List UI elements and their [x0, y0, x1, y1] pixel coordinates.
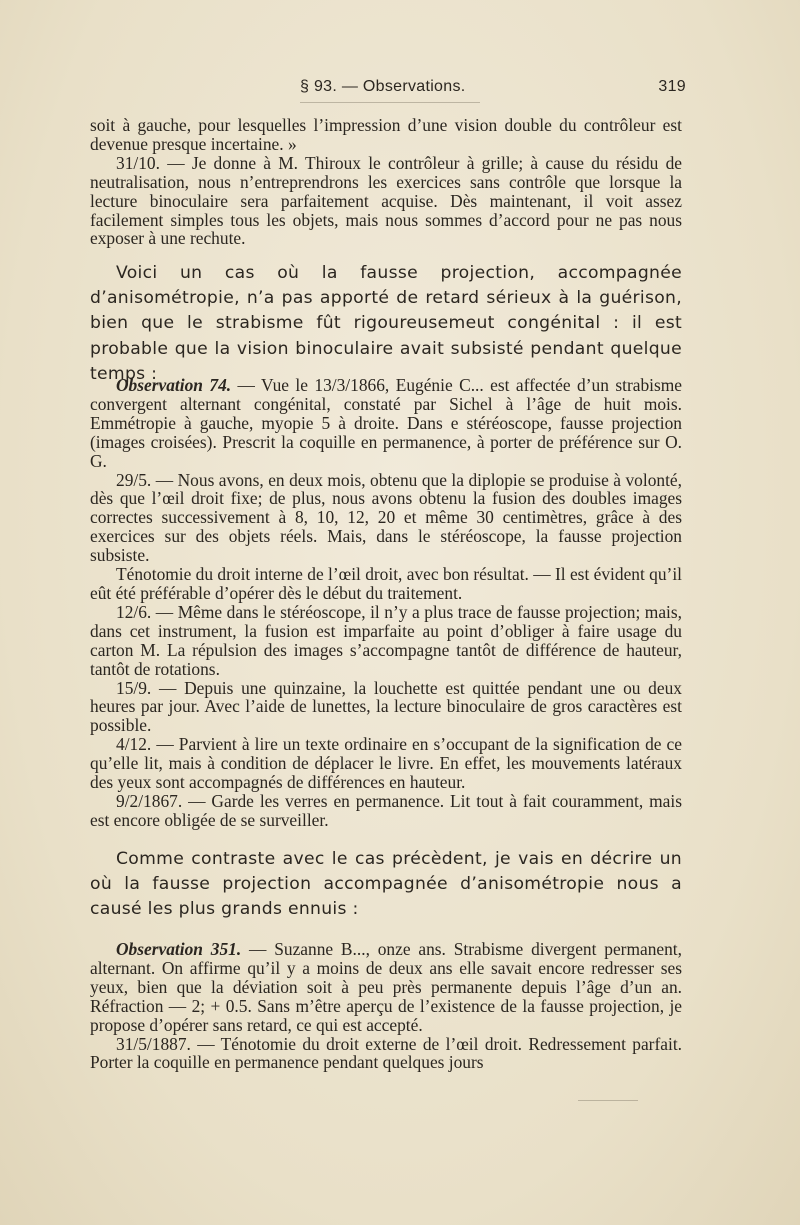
observation-351: [90, 940, 682, 1072]
paragraph-text: — Vue le 13/3/1866, Eugénie C... est affectée d’un strabisme convergent alternant congénital, constaté par Sichel à l’âge de huit mois. Emmétropie à gauche, myopie 5 à droite. Dans e stéréoscope, fausse projection (images croisées). Prescrit la coquille en permanence, à porter de préférence sur O. G.: [90, 375, 682, 471]
page-number: 319: [658, 78, 686, 95]
running-header: [90, 78, 686, 100]
intro-paragraph-2: [90, 847, 682, 923]
paragraph-text: — Suzanne B..., onze ans. Strabisme divergent permanent, alternant. On affirme qu’il y a moins de deux ans elle savait encore redresser ses yeux, bien que la déviation soit à peu près permanente depuis l’âge d’un an. Réfraction — 2; + 0.5. Sans m’être aperçu de l’existence de la fausse projection, je propose d’opérer sans retard, ce qui est accepté.: [90, 939, 682, 1035]
section-heading: § 93. — Observations.: [300, 78, 466, 95]
paragraph: Ténotomie du droit interne de l’œil droit, avec bon résultat. — Il est évident qu’il eût été préférable d’opérer dès le début du traitement.: [90, 564, 683, 603]
paragraph: 9/2/1867. — Garde les verres en permanence. Lit tout à fait couramment, mais est encore obligée de se surveiller.: [90, 790, 682, 830]
observation-74: [90, 376, 682, 830]
paragraph: soit à gauche, pour lesquelles l’impression d’une vision double du contrôleur est devenue presque incertaine. »: [90, 115, 682, 154]
intro-paragraph-1: [90, 261, 682, 387]
paragraph: 15/9. — Depuis une quinzaine, la louchette est quittée pendant une ou deux heures par jour. Avec l’aide de lunettes, la lecture binoculaire de gros caractères est possible.: [90, 677, 682, 736]
observation-title: Observation 351.: [116, 939, 242, 959]
paragraph: 31/10. — Je donne à M. Thiroux le contrôleur à grille; à cause du résidu de neutralisation, nous n’entreprendrons les exercices sans contrôle que lorsque la lecture binoculaire sera parfaitement acquise. Dès maintenant, il voit assez facilement simples tous les objets, mais nous sommes d’accord pour ne pas nous exposer à une rechute.: [90, 152, 682, 249]
footnote-rule: [578, 1100, 638, 1101]
paragraph: 12/6. — Même dans le stéréoscope, il n’y a plus trace de fausse projection; mais, dans cet instrument, la fusion est imparfaite au point d’obliger à faire usage du carton M. La répulsion des images s’accompagne tantôt de différence de hauteur, tantôt de rotations.: [90, 601, 682, 679]
paragraph: 31/5/1887. — Ténotomie du droit externe de l’œil droit. Redressement parfait. Porter la coquille en permanence pendant quelques jours: [90, 1033, 682, 1073]
continuation-block: [90, 116, 682, 248]
observation-title: Observation 74.: [116, 375, 232, 395]
paragraph: [90, 940, 682, 1035]
paragraph: Comme contraste avec le cas précèdent, je vais en décrire un où la fausse projection accompagnée d’anisométropie nous a causé les plus grands ennuis :: [90, 849, 682, 920]
paragraph: 4/12. — Parvient à lire un texte ordinaire en s’occupant de la signification de ce qu’elle lit, mais à condition de déplacer le livre. En effet, les mouvements latéraux des yeux sont accompagnés de différences en hauteur.: [90, 734, 682, 793]
paragraph: Voici un cas où la fausse projection, accompagnée d’anisométropie, n’a pas apporté de retard sérieux à la guérison, bien que le strabisme fût rigoureusemeut congénital : il est probable que la vision binoculaire avait subsisté pendant quelque temps :: [90, 263, 682, 384]
paragraph: [90, 376, 682, 471]
header-rule: [300, 102, 480, 103]
paragraph: 29/5. — Nous avons, en deux mois, obtenu que la diplopie se produise à volonté, dès que l’œil droit fixe; de plus, nous avons obtenu la fusion des doubles images correctes successivement à 8, 10, 12, 20 et même 30 centimètres, grâce à des exercices sur des objets réels. Mais, dans le stéréoscope, la fausse projection subsiste.: [90, 469, 682, 566]
